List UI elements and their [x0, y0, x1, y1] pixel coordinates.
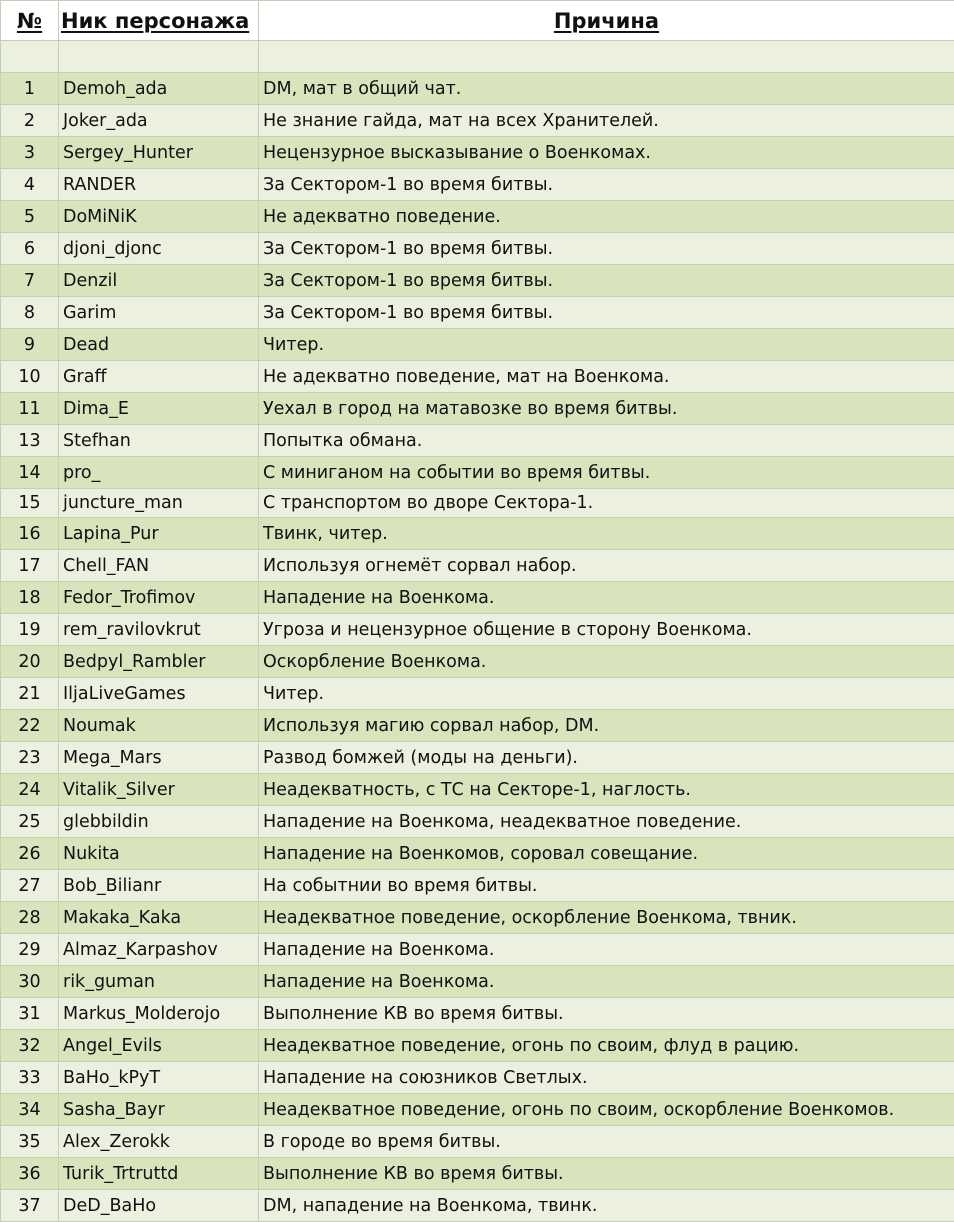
- row-number: 3: [1, 137, 59, 169]
- row-nickname: RANDER: [59, 169, 259, 201]
- row-reason: С транспортом во дворе Сектора-1.: [259, 489, 954, 518]
- row-reason: За Сектором-1 во время битвы.: [259, 233, 954, 265]
- table-row: [1, 710, 954, 742]
- row-number: 28: [1, 902, 59, 934]
- row-nickname: Demoh_ada: [59, 73, 259, 105]
- row-reason: Нападение на Военкома.: [259, 582, 954, 614]
- table-row: [1, 1126, 954, 1158]
- row-reason: Нецензурное высказывание о Военкомах.: [259, 137, 954, 169]
- header-row: [1, 1, 954, 41]
- row-number: 13: [1, 425, 59, 457]
- row-number: 9: [1, 329, 59, 361]
- row-number: 26: [1, 838, 59, 870]
- row-nickname: Chell_FAN: [59, 550, 259, 582]
- table-row: [1, 73, 954, 105]
- row-nickname: Dima_E: [59, 393, 259, 425]
- row-number: 30: [1, 966, 59, 998]
- row-reason: Нападение на Военкома.: [259, 966, 954, 998]
- table-row: [1, 393, 954, 425]
- row-number: 18: [1, 582, 59, 614]
- row-reason: За Сектором-1 во время битвы.: [259, 265, 954, 297]
- row-nickname: juncture_man: [59, 489, 259, 518]
- table-row: [1, 1094, 954, 1126]
- row-nickname: Noumak: [59, 710, 259, 742]
- row-nickname: Sasha_Bayr: [59, 1094, 259, 1126]
- row-nickname: pro_: [59, 457, 259, 489]
- row-reason: Не знание гайда, мат на всех Хранителей.: [259, 105, 954, 137]
- table-row: [1, 838, 954, 870]
- row-reason: Неадекватное поведение, огонь по своим, флуд в рацию.: [259, 1030, 954, 1062]
- row-nickname: glebbildin: [59, 806, 259, 838]
- table-row: [1, 966, 954, 998]
- row-number: 4: [1, 169, 59, 201]
- row-nickname: Bob_Bilianr: [59, 870, 259, 902]
- row-nickname: IljaLiveGames: [59, 678, 259, 710]
- row-reason: Попытка обмана.: [259, 425, 954, 457]
- row-nickname: Markus_Molderojo: [59, 998, 259, 1030]
- row-reason: Используя огнемёт сорвал набор.: [259, 550, 954, 582]
- row-nickname: Almaz_Karpashov: [59, 934, 259, 966]
- row-reason: Нападение на Военкомов, соровал совещание.: [259, 838, 954, 870]
- empty-cell: [59, 41, 259, 73]
- row-reason: Уехал в город на матавозке во время битвы.: [259, 393, 954, 425]
- table-row: [1, 518, 954, 550]
- row-number: 37: [1, 1190, 59, 1222]
- table-row: [1, 425, 954, 457]
- row-number: 36: [1, 1158, 59, 1190]
- row-nickname: Lapina_Pur: [59, 518, 259, 550]
- row-nickname: Garim: [59, 297, 259, 329]
- row-nickname: Stefhan: [59, 425, 259, 457]
- table-row: [1, 233, 954, 265]
- row-reason: Развод бомжей (моды на деньги).: [259, 742, 954, 774]
- row-reason: Нападение на союзников Светлых.: [259, 1062, 954, 1094]
- table-row: [1, 297, 954, 329]
- row-reason: За Сектором-1 во время битвы.: [259, 169, 954, 201]
- row-number: 15: [1, 489, 59, 518]
- row-reason: Нападение на Военкома, неадекватное поведение.: [259, 806, 954, 838]
- empty-cell: [1, 41, 59, 73]
- table-row: [1, 934, 954, 966]
- row-reason: На событнии во время битвы.: [259, 870, 954, 902]
- row-number: 32: [1, 1030, 59, 1062]
- table-row: [1, 1158, 954, 1190]
- row-number: 34: [1, 1094, 59, 1126]
- row-reason: Неадекватное поведение, огонь по своим, оскорбление Военкомов.: [259, 1094, 954, 1126]
- row-nickname: Nukita: [59, 838, 259, 870]
- table-row: [1, 265, 954, 297]
- row-reason: Твинк, читер.: [259, 518, 954, 550]
- row-reason: С миниганом на событии во время битвы.: [259, 457, 954, 489]
- table-row: [1, 806, 954, 838]
- table-row: [1, 614, 954, 646]
- row-number: 10: [1, 361, 59, 393]
- table-row: [1, 489, 954, 518]
- header-reason: Причина: [259, 1, 954, 41]
- table-row: [1, 582, 954, 614]
- row-number: 17: [1, 550, 59, 582]
- row-number: 2: [1, 105, 59, 137]
- row-number: 5: [1, 201, 59, 233]
- row-number: 19: [1, 614, 59, 646]
- row-reason: Не адекватно поведение.: [259, 201, 954, 233]
- empty-cell: [259, 41, 954, 73]
- row-number: 25: [1, 806, 59, 838]
- header-nickname: Ник персонажа: [59, 1, 259, 41]
- row-reason: Неадекватное поведение, оскорбление Военкома, твник.: [259, 902, 954, 934]
- row-nickname: Graff: [59, 361, 259, 393]
- row-reason: DM, нападение на Военкома, твинк.: [259, 1190, 954, 1222]
- empty-row: [1, 41, 954, 73]
- row-number: 33: [1, 1062, 59, 1094]
- row-nickname: Angel_Evils: [59, 1030, 259, 1062]
- row-number: 21: [1, 678, 59, 710]
- row-reason: За Сектором-1 во время битвы.: [259, 297, 954, 329]
- table-row: [1, 169, 954, 201]
- row-number: 29: [1, 934, 59, 966]
- row-reason: Неадекватность, с ТС на Секторе-1, наглость.: [259, 774, 954, 806]
- row-reason: Используя магию сорвал набор, DM.: [259, 710, 954, 742]
- row-nickname: rik_guman: [59, 966, 259, 998]
- table-row: [1, 329, 954, 361]
- row-number: 7: [1, 265, 59, 297]
- row-number: 31: [1, 998, 59, 1030]
- row-nickname: DeD_BaHo: [59, 1190, 259, 1222]
- table-row: [1, 361, 954, 393]
- row-nickname: Joker_ada: [59, 105, 259, 137]
- row-number: 1: [1, 73, 59, 105]
- row-nickname: Bedpyl_Rambler: [59, 646, 259, 678]
- row-reason: Выполнение КВ во время битвы.: [259, 998, 954, 1030]
- row-number: 11: [1, 393, 59, 425]
- row-nickname: rem_ravilovkrut: [59, 614, 259, 646]
- row-number: 35: [1, 1126, 59, 1158]
- row-nickname: Alex_Zerokk: [59, 1126, 259, 1158]
- row-reason: Угроза и нецензурное общение в сторону Военкома.: [259, 614, 954, 646]
- row-nickname: BaHo_kPyT: [59, 1062, 259, 1094]
- row-number: 27: [1, 870, 59, 902]
- row-number: 23: [1, 742, 59, 774]
- row-reason: Читер.: [259, 678, 954, 710]
- row-nickname: DoMiNiK: [59, 201, 259, 233]
- row-number: 8: [1, 297, 59, 329]
- row-nickname: Sergey_Hunter: [59, 137, 259, 169]
- row-reason: DM, мат в общий чат.: [259, 73, 954, 105]
- table-row: [1, 137, 954, 169]
- row-reason: Оскорбление Военкома.: [259, 646, 954, 678]
- row-nickname: Denzil: [59, 265, 259, 297]
- row-nickname: Makaka_Kaka: [59, 902, 259, 934]
- table-row: [1, 998, 954, 1030]
- table-row: [1, 902, 954, 934]
- row-number: 6: [1, 233, 59, 265]
- row-reason: В городе во время битвы.: [259, 1126, 954, 1158]
- table-row: [1, 457, 954, 489]
- header-number: №: [1, 1, 59, 41]
- table-row: [1, 774, 954, 806]
- table-row: [1, 646, 954, 678]
- row-number: 20: [1, 646, 59, 678]
- row-reason: Читер.: [259, 329, 954, 361]
- row-number: 16: [1, 518, 59, 550]
- row-nickname: djoni_djonc: [59, 233, 259, 265]
- table-row: [1, 742, 954, 774]
- table-row: [1, 870, 954, 902]
- row-nickname: Mega_Mars: [59, 742, 259, 774]
- row-nickname: Dead: [59, 329, 259, 361]
- table-row: [1, 1030, 954, 1062]
- row-number: 14: [1, 457, 59, 489]
- table-row: [1, 1190, 954, 1222]
- table-row: [1, 678, 954, 710]
- row-nickname: Vitalik_Silver: [59, 774, 259, 806]
- row-number: 22: [1, 710, 59, 742]
- table-row: [1, 105, 954, 137]
- table-row: [1, 550, 954, 582]
- row-number: 24: [1, 774, 59, 806]
- row-nickname: Fedor_Trofimov: [59, 582, 259, 614]
- row-reason: Не адекватно поведение, мат на Военкома.: [259, 361, 954, 393]
- row-nickname: Turik_Trtruttd: [59, 1158, 259, 1190]
- row-reason: Нападение на Военкома.: [259, 934, 954, 966]
- table-row: [1, 1062, 954, 1094]
- row-reason: Выполнение КВ во время битвы.: [259, 1158, 954, 1190]
- table-row: [1, 201, 954, 233]
